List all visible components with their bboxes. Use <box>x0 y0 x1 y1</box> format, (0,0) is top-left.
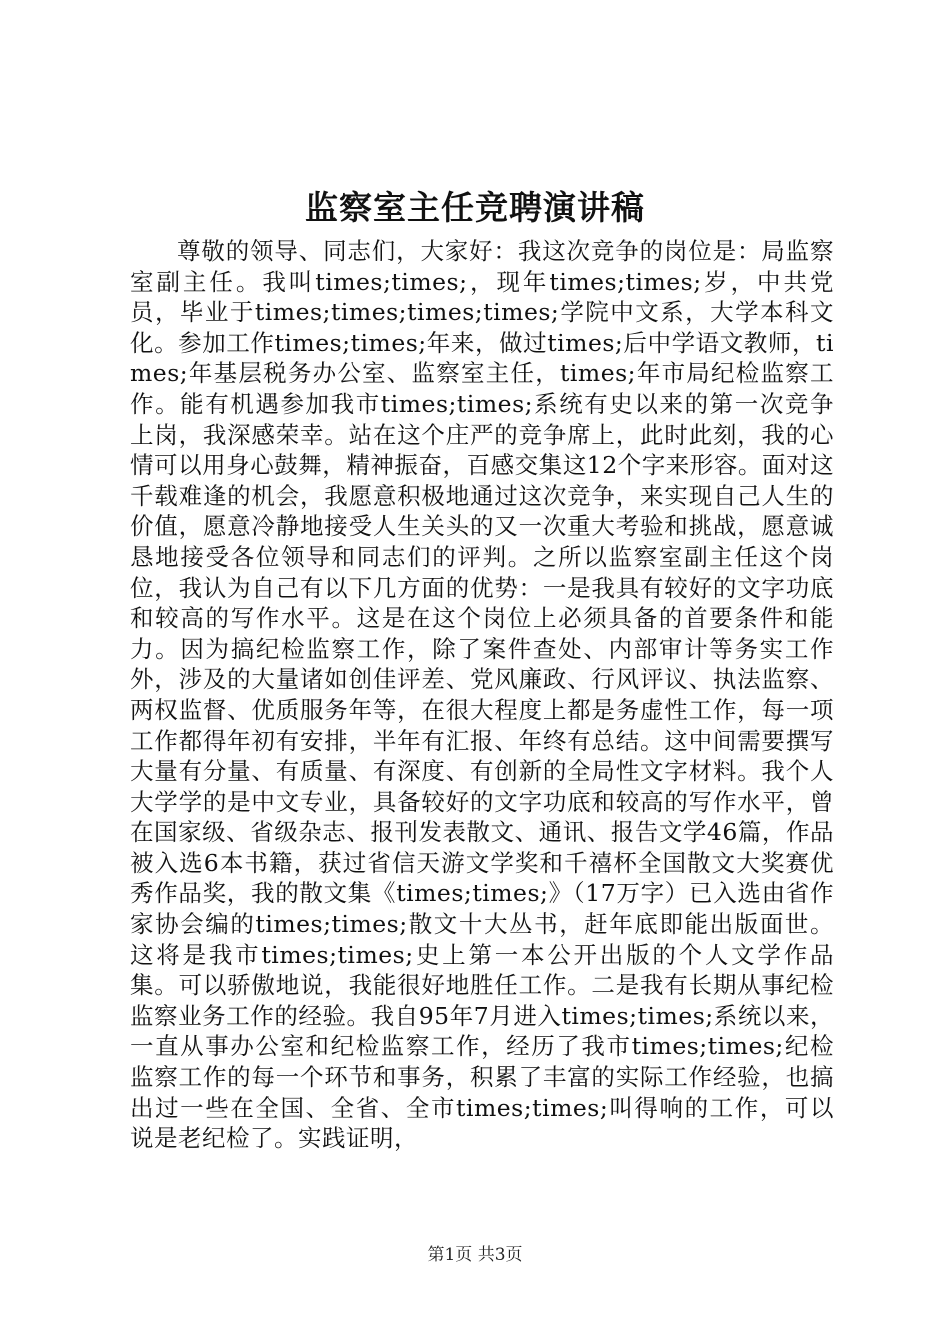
page-footer: 第1页 共3页 <box>427 1245 523 1265</box>
speech-paragraph: 尊敬的领导、同志们，大家好：我这次竞争的岗位是：局监察室副主任。我叫times;times;，现年times;times;岁，中共党员，毕业于times;times;times;times;学院中文系，大学本科文化。参加工作times;times;年来，做过times;后中学语文教师，times;年基层税务办公室、监察室主任，times;年市局纪检监察工作。能有机遇参加我市times;times;系统有史以来的第一次竞争上岗，我深感荣幸。站在这个庄严的竞争席上，此时此刻，我的心情可以用身心鼓舞，精神振奋，百感交集这12个字来形容。面对这千载难逢的机会，我愿意积极地通过这次竞争，来实现自己人生的价值，愿意冷静地接受人生关头的又一次重大考验和挑战，愿意诚恳地接受各位领导和同志们的评判。之所以监察室副主任这个岗位，我认为自己有以下几方面的优势：一是我具有较好的文字功底和较高的写作水平。这是在这个岗位上必须具备的首要条件和能力。因为搞纪检监察工作，除了案件查处、内部审计等务实工作外，涉及的大量诸如创佳评差、党风廉政、行风评议、执法监察、两权监督、优质服务年等，在很大程度上都是务虚性工作，每一项工作都得年初有安排，半年有汇报、年终有总结。这中间需要撰写大量有分量、有质量、有深度、有创新的全局性文字材料。我个人大学学的是中文专业，具备较好的文字功底和较高的写作水平，曾在国家级、省级杂志、报刊发表散文、通讯、报告文学46篇，作品被入选6本书籍，获过省信天游文学奖和千禧杯全国散文大奖赛优秀作品奖，我的散文集《times;times;》（17万字）已入选由省作家协会编的times;times;散文十大丛书，赶年底即能出版面世。这将是我市times;times;史上第一本公开出版的个人文学作品集。可以骄傲地说，我能很好地胜任工作。二是我有长期从事纪检监察业务工作的经验。我自95年7月进入times;times;系统以来，一直从事办公室和纪检监察工作，经历了我市times;times;纪检监察工作的每一个环节和事务，积累了丰富的实际工作经验，也搞出过一些在全国、全省、全市times;times;叫得响的工作，可以说是老纪检了。实践证明， <box>130 237 834 1153</box>
document-title: 监察室主任竞聘演讲稿 <box>305 188 645 227</box>
